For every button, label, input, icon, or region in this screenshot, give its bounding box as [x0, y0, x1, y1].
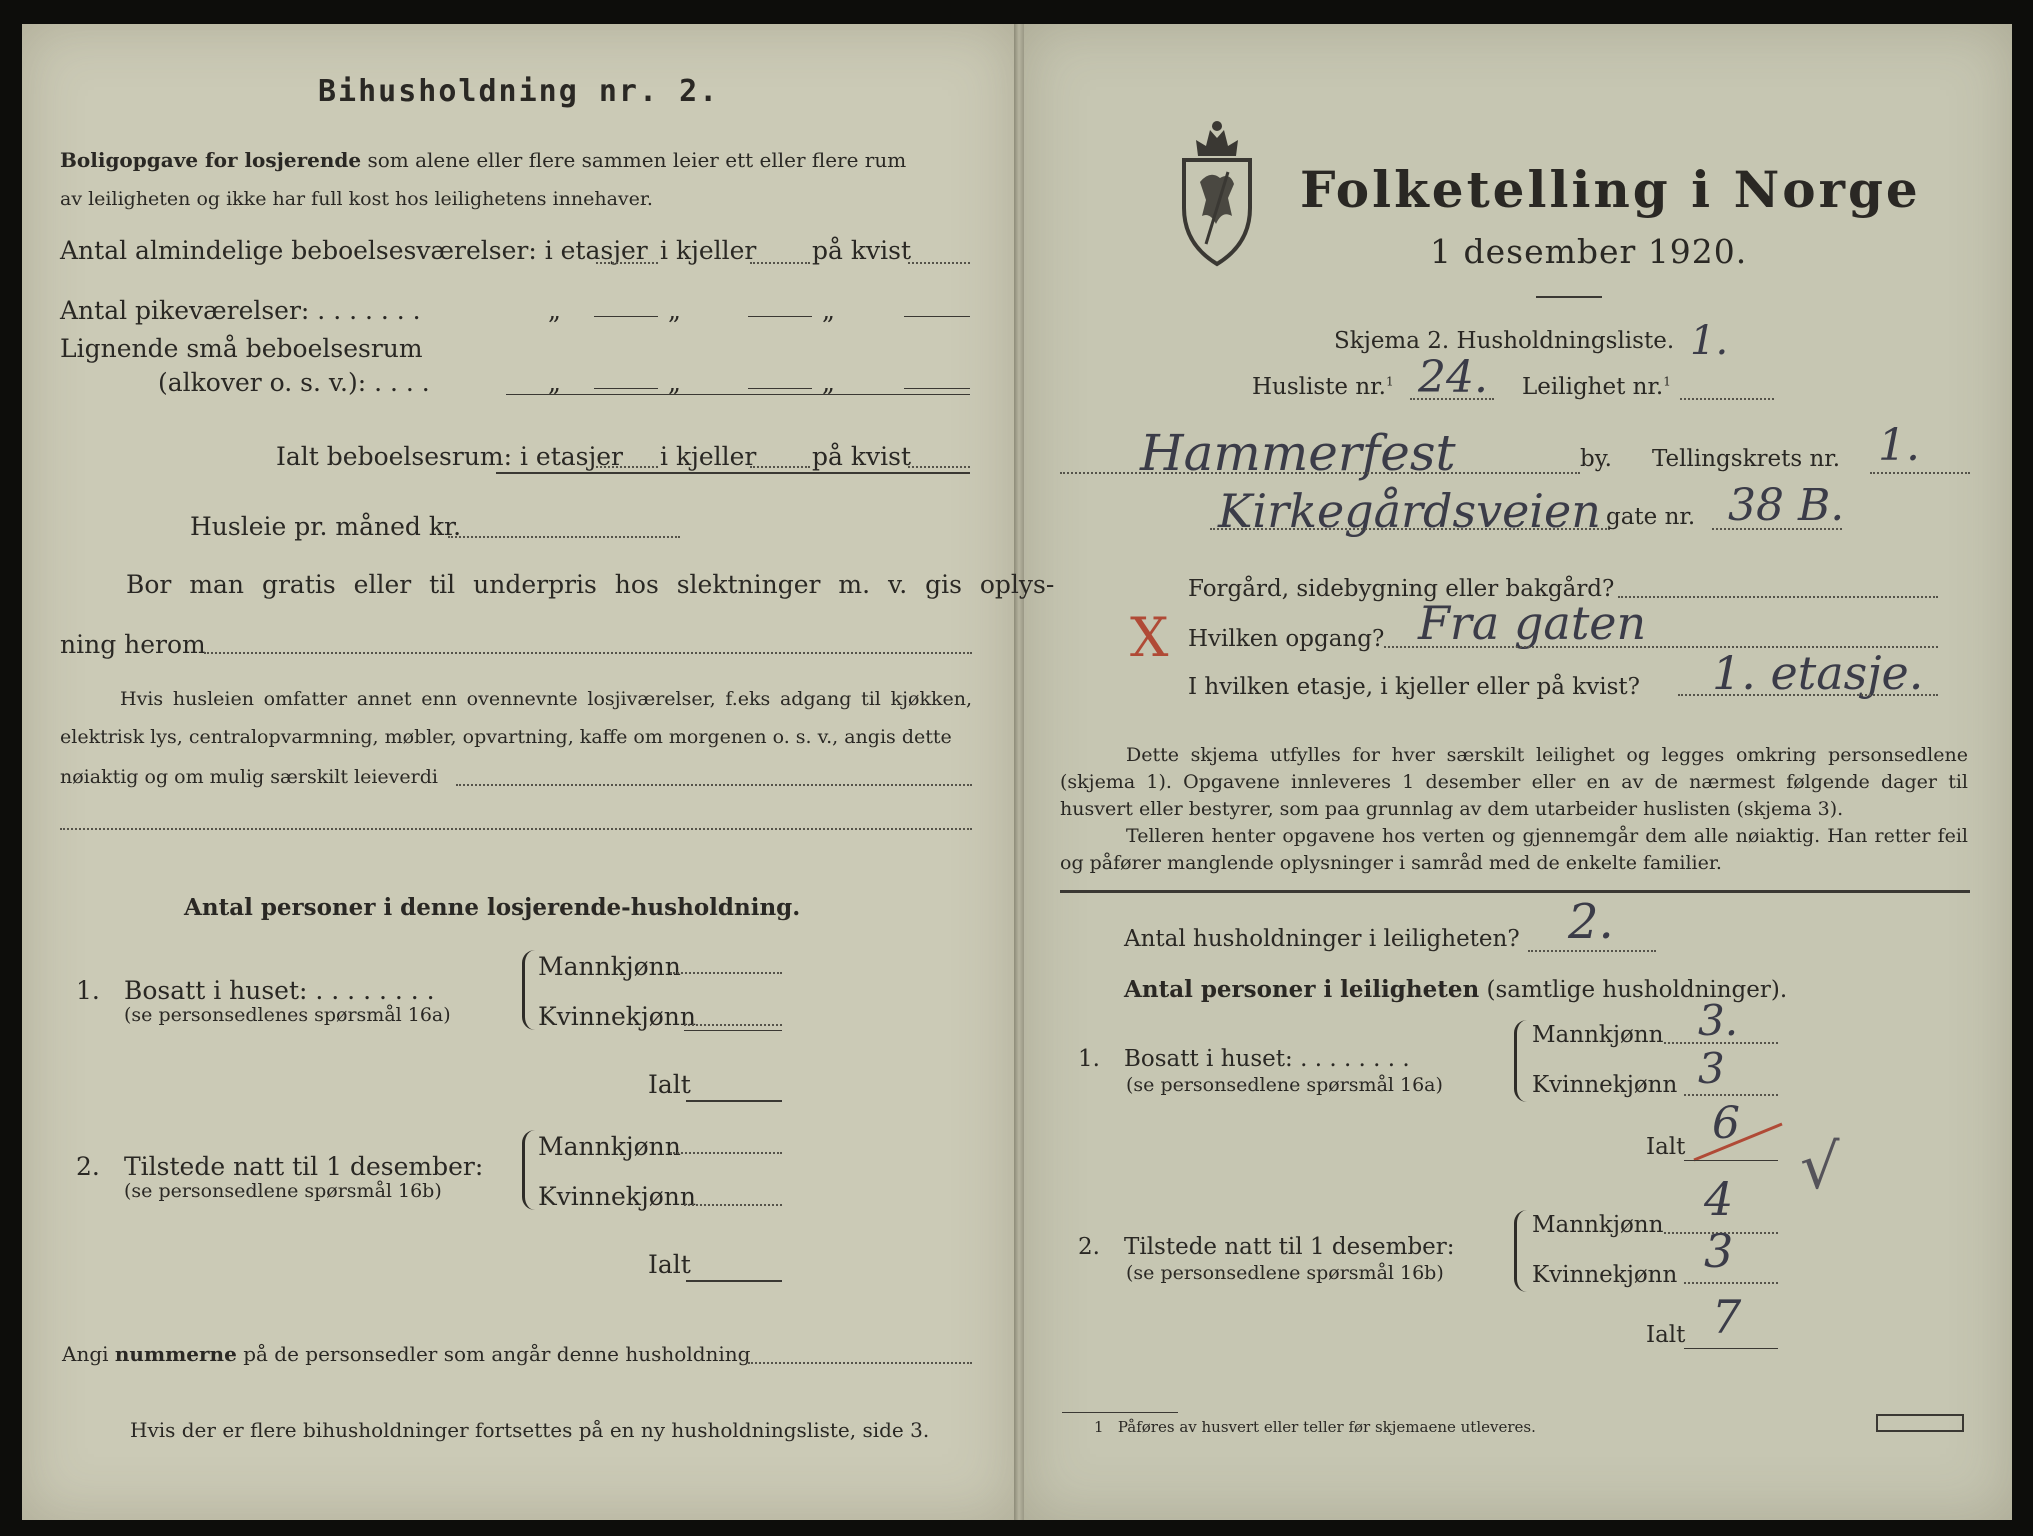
right-q1-ialt-field[interactable] — [1684, 1160, 1778, 1161]
instructions-2: Telleren henter opgavene hos verten og gjennemgår dem alle nøiaktig. Han retter feil og påfører manglende oplysninger i samråd med de enkelte familier. — [1060, 825, 1968, 874]
alkover-kjeller-field[interactable] — [748, 388, 812, 389]
norway-coat-of-arms-icon — [1176, 112, 1258, 268]
left-q2-ialt-label: Ialt — [648, 1250, 691, 1279]
husleie-field[interactable] — [448, 536, 680, 538]
left-q2-kvinne-label: Kvinnekjønn — [538, 1182, 696, 1211]
angi-bold: nummerne — [114, 1342, 237, 1366]
instructions-rule — [1060, 890, 1970, 893]
footnote-text: Påføres av husvert eller teller før skjemaene utleveres. — [1117, 1418, 1536, 1436]
printer-stamp — [1876, 1414, 1964, 1432]
right-persons-heading — [1124, 976, 1787, 1003]
husliste-value[interactable]: 24. — [1418, 352, 1488, 403]
x-mark: X — [1130, 606, 1169, 669]
right-q2-brace — [1514, 1210, 1527, 1292]
pike-kvist-field[interactable] — [904, 316, 970, 317]
alkover-kvist-field[interactable] — [904, 388, 970, 389]
right-q1-num: 1. — [1078, 1046, 1100, 1072]
right-q2-ialt-value[interactable]: 7 — [1712, 1290, 1742, 1344]
rooms-etasjer-field[interactable] — [596, 262, 658, 264]
ialt-underline — [496, 472, 970, 474]
leilighet-mark-top: 1. — [1690, 318, 1729, 364]
right-q1-kvinne-value[interactable]: 3 — [1698, 1044, 1725, 1093]
right-persons-bold: Antal personer i leiligheten — [1124, 976, 1480, 1003]
city-field[interactable] — [1060, 472, 1580, 474]
left-q2-kvinne-field[interactable] — [684, 1204, 782, 1206]
rooms-kjeller-field[interactable] — [750, 262, 810, 264]
left-persons-heading: Antal personer i denne losjerende-husholdning. — [184, 894, 801, 921]
left-q1-kvinne-label: Kvinnekjønn — [538, 1002, 696, 1031]
hvis-field[interactable] — [456, 784, 972, 786]
right-q2-kvinne-value[interactable]: 3 — [1704, 1224, 1734, 1278]
gate-value[interactable]: 38 B. — [1728, 480, 1845, 531]
etasje-value[interactable]: 1. etasje. — [1712, 646, 1924, 700]
right-q1-label: Bosatt i huset: . . . . . . . . — [1124, 1046, 1410, 1072]
right-q2-ialt-label: Ialt — [1646, 1322, 1686, 1348]
footnote-num: 1 — [1094, 1418, 1104, 1436]
opgang-value[interactable]: Fra gaten — [1418, 596, 1647, 650]
left-q2-ialt-field[interactable] — [686, 1280, 782, 1282]
left-q1-ialt-label: Ialt — [648, 1070, 691, 1099]
left-q1-mann-field[interactable] — [670, 972, 782, 974]
right-q1-mann-label: Mannkjønn — [1532, 1022, 1664, 1048]
right-q2-num: 2. — [1078, 1234, 1100, 1260]
leilighet-label — [1522, 374, 1671, 400]
right-q2-kvinne-label: Kvinnekjønn — [1532, 1262, 1678, 1288]
husholdninger-label: Antal husholdninger i leiligheten? — [1124, 926, 1520, 952]
husholdninger-field[interactable] — [1528, 950, 1656, 952]
left-q2-mann-label: Mannkjønn — [538, 1132, 681, 1161]
gate-field[interactable] — [1712, 528, 1842, 530]
right-q2-label: Tilstede natt til 1 desember: — [1124, 1234, 1455, 1260]
left-q1-num: 1. — [76, 976, 100, 1005]
right-date: 1 desember 1920. — [1430, 232, 1748, 271]
ialt-kvist-label: på kvist — [812, 442, 911, 471]
ialt-rooms-label: Ialt beboelsesrum: i etasjer — [276, 442, 624, 471]
left-q1-kvinne-rule — [684, 1030, 782, 1031]
angi-rest: på de personsedler som angår denne husholdning — [243, 1342, 751, 1366]
rooms-kvist-field[interactable] — [908, 262, 970, 264]
ialt-kjeller-label: i kjeller — [660, 442, 757, 471]
footnote-mark-2: 1 — [1663, 374, 1671, 389]
pike-etasjer-field[interactable] — [594, 316, 658, 317]
etasje-label: I hvilken etasje, i kjeller eller på kvist? — [1188, 674, 1640, 700]
bor-field[interactable] — [204, 652, 972, 654]
city-value[interactable]: Hammerfest — [1140, 424, 1456, 482]
left-title: Bihusholdning nr. 2. — [318, 74, 720, 109]
pike-ditto-2: „ — [668, 296, 681, 325]
husholdninger-value[interactable]: 2. — [1568, 894, 1614, 950]
left-q2-brace — [522, 1130, 535, 1210]
intro-rest: som alene eller flere sammen leier ett eller flere rum — [367, 148, 907, 172]
left-footer: Hvis der er flere bihusholdninger fortsettes på en ny husholdningsliste, side 3. — [130, 1418, 930, 1442]
footnote-line — [1094, 1418, 1536, 1436]
right-q2-ialt-field[interactable] — [1684, 1348, 1778, 1349]
ialt-strike-mark — [1690, 1116, 1790, 1166]
footnote-rule — [1062, 1412, 1178, 1413]
angi-field[interactable] — [748, 1362, 972, 1364]
husliste-text: Husliste nr. — [1252, 374, 1386, 400]
right-q2-kvinne-field[interactable] — [1684, 1282, 1778, 1284]
date-rule — [1536, 296, 1602, 298]
opgang-label: Hvilken opgang? — [1188, 626, 1385, 652]
left-q2-num: 2. — [76, 1152, 100, 1181]
pike-kjeller-field[interactable] — [748, 316, 812, 317]
right-q2-mann-label: Mannkjønn — [1532, 1212, 1664, 1238]
lignende-label: Lignende små beboelsesrum — [60, 334, 423, 363]
left-q1-brace — [522, 950, 535, 1030]
bor-text-2: ning herom — [60, 630, 206, 659]
husliste-field[interactable] — [1410, 398, 1494, 400]
leilighet-field[interactable] — [1680, 398, 1774, 400]
left-q2-label: Tilstede natt til 1 desember: — [124, 1152, 484, 1181]
right-q1-kvinne-field[interactable] — [1684, 1094, 1778, 1096]
alkover-label: (alkover o. s. v.): . . . . — [158, 368, 430, 397]
right-q1-brace — [1514, 1020, 1527, 1102]
alkover-ditto-3: „ — [822, 368, 835, 397]
check-mark: √ — [1800, 1130, 1840, 1203]
right-q1-ialt-label: Ialt — [1646, 1134, 1686, 1160]
hvis-field-2[interactable] — [60, 828, 972, 830]
intro-bold: Boligopgave for losjerende — [60, 148, 362, 172]
rooms-kvist-label: på kvist — [812, 236, 911, 265]
forgard-field[interactable] — [1618, 596, 1938, 598]
bor-text: Bor man gratis eller til underpris hos slektninger m. v. gis oplys- — [126, 570, 1055, 599]
intro-line-1 — [60, 148, 906, 172]
krets-label: Tellingskrets nr. — [1652, 446, 1841, 472]
left-q1-label: Bosatt i huset: . . . . . . . . — [124, 976, 435, 1005]
etasje-field[interactable] — [1678, 694, 1938, 696]
angi-pre: Angi — [62, 1342, 109, 1366]
alkover-ditto-2: „ — [668, 368, 681, 397]
ialt-etasjer-field[interactable] — [596, 466, 658, 468]
left-q1-ialt-field[interactable] — [686, 1100, 782, 1102]
left-q2-sub: (se personsedlene spørsmål 16b) — [124, 1180, 442, 1202]
husleie-label: Husleie pr. måned kr. — [190, 512, 462, 541]
rooms-kjeller-label: i kjeller — [660, 236, 757, 265]
hvis-text-2: nøiaktig og om mulig særskilt leieverdi — [60, 766, 438, 788]
right-q1-sub: (se personsedlene spørsmål 16a) — [1126, 1074, 1443, 1096]
intro-line-2: av leiligheten og ikke har full kost hos leilighetens innehaver. — [60, 188, 653, 210]
alkover-etasjer-field[interactable] — [594, 388, 658, 389]
instructions-1: Dette skjema utfylles for hver særskilt leilighet og legges omkring personsedlene (skjema 1). Opgavene innleveres 1 desember eller en av de nærmest følgende dager til husvert eller bestyrer, som paa grunnlag av dem utarbeider huslisten (skjema 3). — [1060, 744, 1968, 820]
left-q1-kvinne-field[interactable] — [684, 1024, 782, 1026]
left-q1-sub: (se personsedlenes spørsmål 16a) — [124, 1004, 451, 1026]
right-q1-kvinne-label: Kvinnekjønn — [1532, 1072, 1678, 1098]
right-q1-mann-value[interactable]: 3. — [1698, 996, 1739, 1045]
alkover-ditto-1: „ — [548, 368, 561, 397]
pike-ditto-3: „ — [822, 296, 835, 325]
street-value[interactable]: Kirkegårdsveien — [1218, 484, 1601, 538]
right-q1-ialt-value[interactable]: 6 — [1712, 1098, 1740, 1149]
right-q2-sub: (se personsedlene spørsmål 16b) — [1126, 1262, 1444, 1284]
krets-value[interactable]: 1. — [1878, 420, 1920, 471]
left-q2-mann-field[interactable] — [670, 1152, 782, 1154]
right-q2-mann-value[interactable]: 4 — [1704, 1172, 1734, 1226]
by-label: by. — [1580, 446, 1612, 472]
skjema-label: Skjema 2. Husholdningsliste. — [1334, 328, 1675, 354]
leilighet-text: Leilighet nr. — [1522, 374, 1664, 400]
angi-line — [62, 1342, 750, 1366]
rooms-label: Antal almindelige beboelsesværelser: i etasjer — [60, 236, 648, 265]
footnote-mark-1: 1 — [1385, 374, 1394, 389]
hvis-text: Hvis husleien omfatter annet enn ovennevnte losjiværelser, f.eks adgang til kjøkken, elektrisk lys, centralopvarmning, møbler, opvartning, kaffe om morgenen o. s. v., angis dette — [60, 688, 972, 748]
pike-ditto-1: „ — [548, 296, 561, 325]
right-persons-rest: (samtlige husholdninger). — [1486, 977, 1788, 1003]
right-title: Folketelling i Norge — [1300, 160, 1921, 219]
forgard-label: Forgård, sidebygning eller bakgård? — [1188, 576, 1615, 602]
street-field[interactable] — [1210, 528, 1610, 530]
krets-field[interactable] — [1870, 472, 1970, 474]
ialt-kvist-field[interactable] — [908, 466, 970, 468]
left-q1-mann-label: Mannkjønn — [538, 952, 681, 981]
ialt-kjeller-field[interactable] — [750, 466, 810, 468]
pike-label: Antal pikeværelser: . . . . . . . — [60, 296, 421, 325]
husliste-label — [1252, 374, 1394, 400]
page-fold — [1014, 24, 1024, 1520]
gate-label: gate nr. — [1606, 504, 1696, 530]
alkover-underline — [506, 394, 970, 395]
